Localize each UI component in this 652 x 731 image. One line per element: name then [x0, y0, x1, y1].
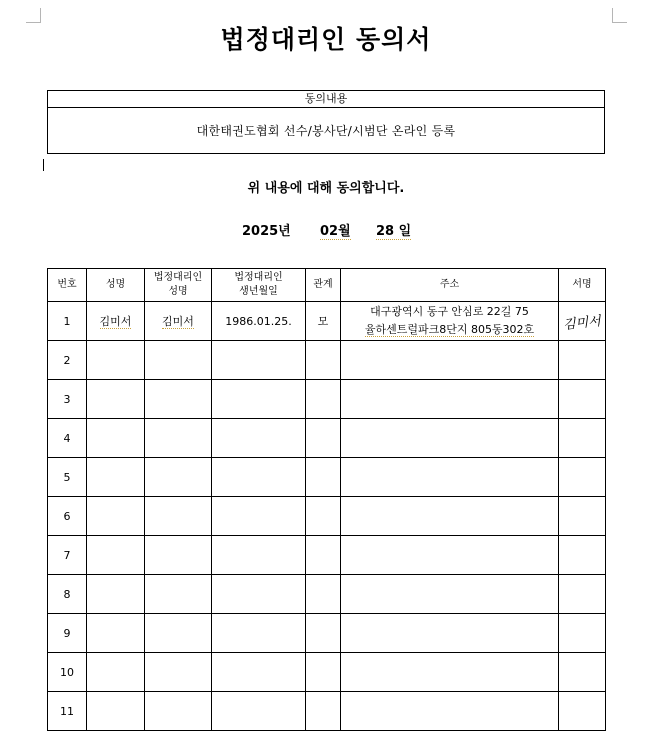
- cell-number: 10: [48, 653, 87, 692]
- cell-signature: [559, 458, 606, 497]
- cell-name: [87, 614, 145, 653]
- cell-relation: [306, 419, 341, 458]
- cell-relation: [306, 653, 341, 692]
- cell-address: [341, 458, 559, 497]
- cell-signature: [559, 692, 606, 731]
- date-month: 02월: [320, 220, 351, 240]
- cell-relation: [306, 575, 341, 614]
- cell-address: [341, 575, 559, 614]
- cell-address: [341, 536, 559, 575]
- cell-number: 3: [48, 380, 87, 419]
- cell-relation: [306, 458, 341, 497]
- cell-relation: [306, 614, 341, 653]
- cell-name: 김미서: [87, 302, 145, 341]
- cell-address: [341, 614, 559, 653]
- table-row: [48, 653, 606, 692]
- cell-address: [341, 341, 559, 380]
- col-header-guardian-name: 법정대리인 성명: [145, 269, 212, 302]
- table-row: [48, 497, 606, 536]
- cell-number: 7: [48, 536, 87, 575]
- cell-signature: [559, 536, 606, 575]
- cell-guardian-birth: [212, 653, 306, 692]
- cell-signature: [559, 497, 606, 536]
- cell-guardian-birth: [212, 380, 306, 419]
- consent-content: 대한태권도협회 선수/봉사단/시범단 온라인 등록: [196, 124, 456, 138]
- table-row: [48, 536, 606, 575]
- table-row: [48, 380, 606, 419]
- cell-signature: [559, 302, 606, 341]
- cell-signature: [559, 380, 606, 419]
- cell-guardian-name: [145, 614, 212, 653]
- cell-guardian-name: [145, 380, 212, 419]
- cell-number: 2: [48, 341, 87, 380]
- cell-relation: [306, 341, 341, 380]
- cell-guardian-birth: [212, 497, 306, 536]
- table-row: [48, 575, 606, 614]
- table-row: [48, 341, 606, 380]
- cell-number: 5: [48, 458, 87, 497]
- cell-guardian-birth: [212, 536, 306, 575]
- cell-number: 8: [48, 575, 87, 614]
- cell-name: [87, 653, 145, 692]
- cell-name: [87, 341, 145, 380]
- cell-guardian-birth: [212, 575, 306, 614]
- table-row: [48, 302, 606, 341]
- col-header-guardian-birth: 법정대리인 생년월일: [212, 269, 306, 302]
- col-header-number: 번호: [48, 269, 87, 302]
- table-row: [48, 614, 606, 653]
- cell-guardian-name: [145, 653, 212, 692]
- cell-relation: 모: [306, 302, 341, 341]
- cell-signature: [559, 419, 606, 458]
- cell-name: [87, 419, 145, 458]
- cell-guardian-name: [145, 692, 212, 731]
- cell-guardian-name: [145, 341, 212, 380]
- cell-address: [341, 380, 559, 419]
- cell-relation: [306, 380, 341, 419]
- cell-address: [341, 692, 559, 731]
- cell-address: [341, 653, 559, 692]
- guardian-table: [47, 268, 606, 731]
- cell-address: 대구광역시 동구 안심로 22길 75 율하센트럴파크8단지 805동302호: [341, 302, 559, 341]
- cell-relation: [306, 692, 341, 731]
- cell-signature: [559, 341, 606, 380]
- agreement-text: 위 내용에 대해 동의합니다.: [247, 181, 405, 196]
- cell-name: [87, 575, 145, 614]
- col-header-address: 주소: [341, 269, 559, 302]
- cell-number: 11: [48, 692, 87, 731]
- cell-name: [87, 497, 145, 536]
- cell-guardian-name: [145, 575, 212, 614]
- cell-guardian-name: [145, 497, 212, 536]
- cell-guardian-name: [145, 458, 212, 497]
- cell-name: [87, 536, 145, 575]
- cell-guardian-birth: 1986.01.25.: [212, 302, 306, 341]
- date-day: 28 일: [376, 220, 411, 240]
- cell-address: [341, 419, 559, 458]
- consent-header: 동의내용: [48, 91, 604, 108]
- cell-name: [87, 380, 145, 419]
- consent-box: [47, 90, 605, 154]
- cell-number: 6: [48, 497, 87, 536]
- date-year: 2025년: [242, 224, 291, 239]
- table-header-row: [48, 269, 606, 302]
- cell-name: [87, 692, 145, 731]
- cell-guardian-birth: [212, 341, 306, 380]
- cell-address: [341, 497, 559, 536]
- cell-signature: [559, 575, 606, 614]
- cell-number: 4: [48, 419, 87, 458]
- cell-guardian-birth: [212, 614, 306, 653]
- document-title: 법정대리인 동의서: [220, 25, 432, 54]
- cell-number: 9: [48, 614, 87, 653]
- cell-guardian-birth: [212, 458, 306, 497]
- cell-guardian-name: 김미서: [145, 302, 212, 341]
- cell-guardian-name: [145, 419, 212, 458]
- cell-relation: [306, 497, 341, 536]
- cell-number: 1: [48, 302, 87, 341]
- cell-relation: [306, 536, 341, 575]
- col-header-name: 성명: [87, 269, 145, 302]
- table-row: [48, 692, 606, 731]
- table-row: [48, 419, 606, 458]
- cell-guardian-name: [145, 536, 212, 575]
- signature-handwriting: 김미서: [562, 313, 602, 333]
- col-header-signature: 서명: [559, 269, 606, 302]
- cell-name: [87, 458, 145, 497]
- cell-signature: [559, 614, 606, 653]
- text-cursor: [43, 159, 44, 171]
- table-row: [48, 458, 606, 497]
- col-header-relation: 관계: [306, 269, 341, 302]
- cell-guardian-birth: [212, 692, 306, 731]
- cell-signature: [559, 653, 606, 692]
- cell-guardian-birth: [212, 419, 306, 458]
